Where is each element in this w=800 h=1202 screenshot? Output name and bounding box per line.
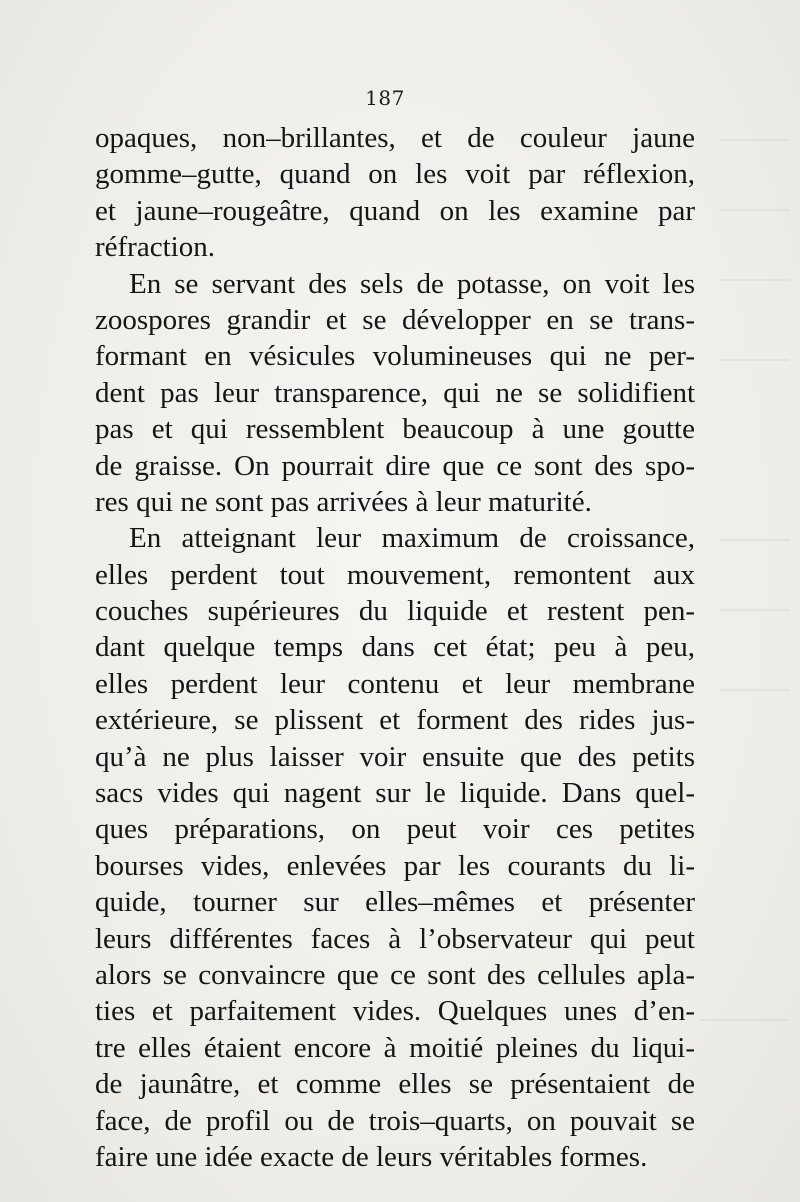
text-line: couches supérieures du liquide et restent pen-	[95, 595, 695, 628]
text-line: qu’à ne plus laisser voir ensuite que des petits	[95, 740, 695, 773]
text-line: de graisse. On pourrait dire que ce sont des spo-	[95, 449, 695, 482]
text-line: opaques, non–brillantes, et de couleur jaune	[95, 122, 695, 154]
text-line: gomme–gutte, quand on les voit par réflexion,	[95, 158, 695, 191]
text-line: extérieure, se plissent et forment des rides jus-	[95, 704, 695, 737]
text-line: formant en vésicules volumineuses qui ne per-	[95, 340, 695, 373]
text-line: elles perdent tout mouvement, remontent aux	[95, 558, 695, 591]
text-line: ques préparations, on peut voir ces petites	[95, 813, 695, 846]
text-line: ties et parfaitement vides. Quelques unes d’en-	[95, 995, 695, 1028]
text-line: réfraction.	[95, 231, 215, 264]
text-line: bourses vides, enlevées par les courants du li-	[95, 849, 695, 882]
paragraph-3	[95, 520, 695, 1175]
text-line: pas et qui ressemblent beaucoup à une goutte	[95, 413, 695, 446]
text-line: leurs différentes faces à l’observateur qui peut	[95, 922, 695, 955]
text-line: quide, tourner sur elles–mêmes et présenter	[95, 886, 695, 919]
paragraph-2	[95, 266, 695, 521]
body-text	[95, 120, 695, 1175]
text-line: zoospores grandir et se développer en se trans-	[95, 303, 695, 336]
text-line: En atteignant leur maximum de croissance,	[129, 522, 695, 555]
text-line: alors se convaincre que ce sont des cellules apla-	[95, 958, 695, 991]
text-line: res qui ne sont pas arrivées à leur maturité.	[95, 485, 592, 518]
page-number: 187	[365, 86, 405, 110]
paragraph-1	[95, 120, 695, 266]
text-line: En se servant des sels de potasse, on voit les	[129, 267, 695, 300]
text-line: elles perdent leur contenu et leur membrane	[95, 667, 695, 700]
text-line: et jaune–rougeâtre, quand on les examine par	[95, 194, 695, 227]
text-line: dent pas leur transparence, qui ne se solidifient	[95, 376, 695, 409]
text-line: faire une idée exacte de leurs véritables formes.	[95, 1140, 648, 1173]
text-line: sacs vides qui nagent sur le liquide. Dans quel-	[95, 777, 695, 810]
text-line: dant quelque temps dans cet état; peu à peu,	[95, 631, 695, 664]
text-line: tre elles étaient encore à moitié pleines du liqui-	[95, 1031, 695, 1064]
text-line: face, de profil ou de trois–quarts, on pouvait se	[95, 1104, 695, 1137]
text-line: de jaunâtre, et comme elles se présentaient de	[95, 1068, 695, 1101]
